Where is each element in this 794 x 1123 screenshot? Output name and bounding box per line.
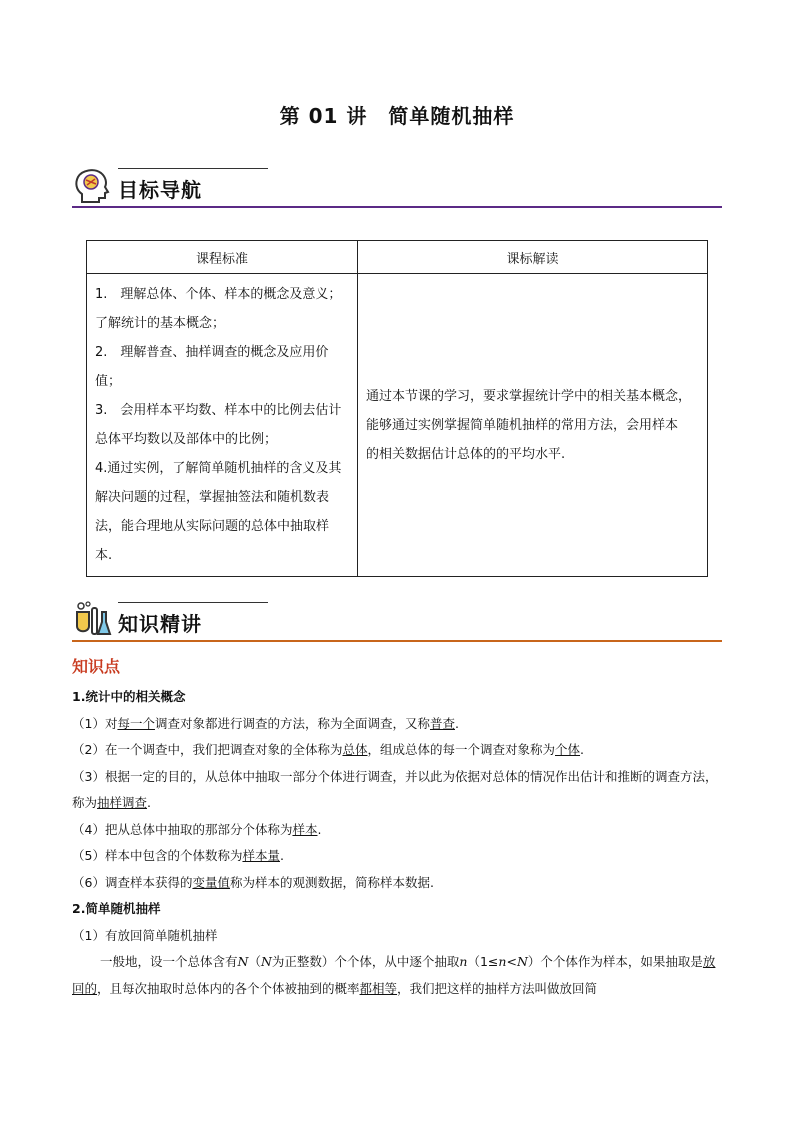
- interpretation-cell: [358, 274, 708, 577]
- interpretation-line: 的相关数据估计总体的的平均水平.: [366, 446, 566, 462]
- head-brain-icon: [72, 166, 112, 206]
- text: .: [317, 821, 322, 837]
- content-body: [72, 684, 722, 1002]
- standards-table: [86, 240, 708, 577]
- standard-line: 值；: [95, 374, 122, 389]
- text: .: [279, 848, 284, 863]
- section-rule-goal: [72, 206, 722, 208]
- text: （2）在一个调查中，我们把调查对象的全体称为: [72, 742, 343, 757]
- content-paragraph-5: [72, 843, 722, 870]
- interpretation-line: 通过本节课的学习，要求掌握统计学中的相关基本概念，: [366, 388, 692, 404]
- text: （1）对: [72, 715, 118, 731]
- text: .: [580, 742, 584, 757]
- underlined-term: 都相等: [359, 980, 398, 996]
- text: 一般地，设一个总体含有: [100, 954, 238, 969]
- text: （6）调查样本获得的: [72, 874, 193, 890]
- text: ，我们把这样的抽样方法叫做放回简: [397, 980, 598, 996]
- underlined-term: 每一个: [117, 715, 155, 731]
- table-header-interpretation: 课标解读: [358, 241, 708, 274]
- underlined-term: 抽样调查: [97, 795, 148, 810]
- standard-line: 2. 理解普查、抽样调查的概念及应用价: [95, 345, 329, 360]
- text: （3）根据一定的目的，从总体中抽取一部分个体进行调查，并以此为依据对总体的情况作出估计和推断的调查方法，称为: [72, 768, 718, 810]
- underlined-term: 样本: [292, 821, 318, 837]
- table-row: [87, 274, 708, 577]
- section-label-goal: 目标导航: [118, 178, 202, 202]
- content-paragraph-1: [72, 711, 722, 738]
- underlined-term: 个体: [555, 742, 581, 757]
- knowledge-point-title: 知识点: [72, 657, 121, 676]
- section-rule-knowledge: [72, 640, 722, 642]
- math-var: N: [260, 954, 272, 969]
- content-paragraph-7: （1）有放回简单随机抽样: [72, 927, 218, 943]
- underlined-term: 普查: [429, 715, 455, 731]
- content-paragraph-8: [72, 949, 722, 1002]
- content-heading-2: 2.简单随机抽样: [72, 901, 161, 916]
- content-paragraph-6: [72, 870, 722, 897]
- section-header-goal: [72, 166, 722, 208]
- math-var: n: [498, 954, 507, 969]
- standard-line: 3. 会用样本平均数、样本中的比例去估计: [95, 403, 342, 418]
- math-var: N: [237, 954, 249, 969]
- standard-line: 解决问题的过程，掌握抽签法和随机数表: [95, 490, 330, 505]
- text: （5）样本中包含的个体数称为: [72, 848, 243, 863]
- content-paragraph-3: [72, 764, 722, 817]
- text: .: [147, 795, 152, 810]
- table-header-standard: 课程标准: [87, 241, 358, 274]
- standard-line: 本.: [95, 548, 113, 563]
- text: 为正整数）个个体，从中逐个抽取: [271, 954, 460, 969]
- standard-line: 总体平均数以及部体中的比例；: [95, 432, 278, 447]
- underlined-term: 样本量: [242, 848, 280, 863]
- math-var: n: [459, 954, 468, 969]
- table-header-row: [87, 241, 708, 274]
- content-heading-1: 1.统计中的相关概念: [72, 689, 186, 704]
- page-title: 第 01 讲 简单随机抽样: [279, 104, 515, 128]
- text: 调查对象都进行调查的方法，称为全面调查，又称: [154, 715, 430, 731]
- content-paragraph-4: [72, 817, 722, 844]
- underlined-term: 放回的: [72, 954, 716, 996]
- text: （1≤: [467, 954, 499, 969]
- standard-line: 4.通过实例，了解简单随机抽样的含义及其: [95, 461, 342, 476]
- underlined-term: 总体: [342, 742, 368, 757]
- section-header-knowledge: [72, 600, 722, 642]
- lab-flask-icon: [72, 600, 112, 640]
- standard-line: 1. 理解总体、个体、样本的概念及意义；: [95, 287, 342, 302]
- math-var: N: [516, 954, 528, 969]
- header-top-line: [118, 602, 268, 603]
- text: <: [506, 954, 517, 969]
- text: ，组成总体的每一个调查对象称为: [367, 742, 555, 757]
- interpretation-line: 能够通过实例掌握简单随机抽样的常用方法，会用样本: [366, 417, 679, 433]
- text: ，且每次抽取时总体内的各个个体被抽到的概率: [97, 980, 360, 996]
- text: .: [455, 715, 459, 731]
- text: （: [248, 954, 261, 969]
- content-paragraph-2: [72, 737, 722, 764]
- standard-line: 了解统计的基本概念；: [95, 316, 226, 331]
- header-top-line: [118, 168, 268, 169]
- section-label-knowledge: 知识精讲: [118, 612, 202, 636]
- text: （4）把从总体中抽取的那部分个体称为: [72, 821, 293, 837]
- underlined-term: 变量值: [192, 874, 230, 890]
- text: 称为样本的观测数据，简称样本数据.: [229, 874, 434, 890]
- standard-line: 法，能合理地从实际问题的总体中抽取样: [95, 519, 330, 534]
- standards-cell: [87, 274, 358, 577]
- text: ）个个体作为样本，如果抽取是: [527, 954, 703, 969]
